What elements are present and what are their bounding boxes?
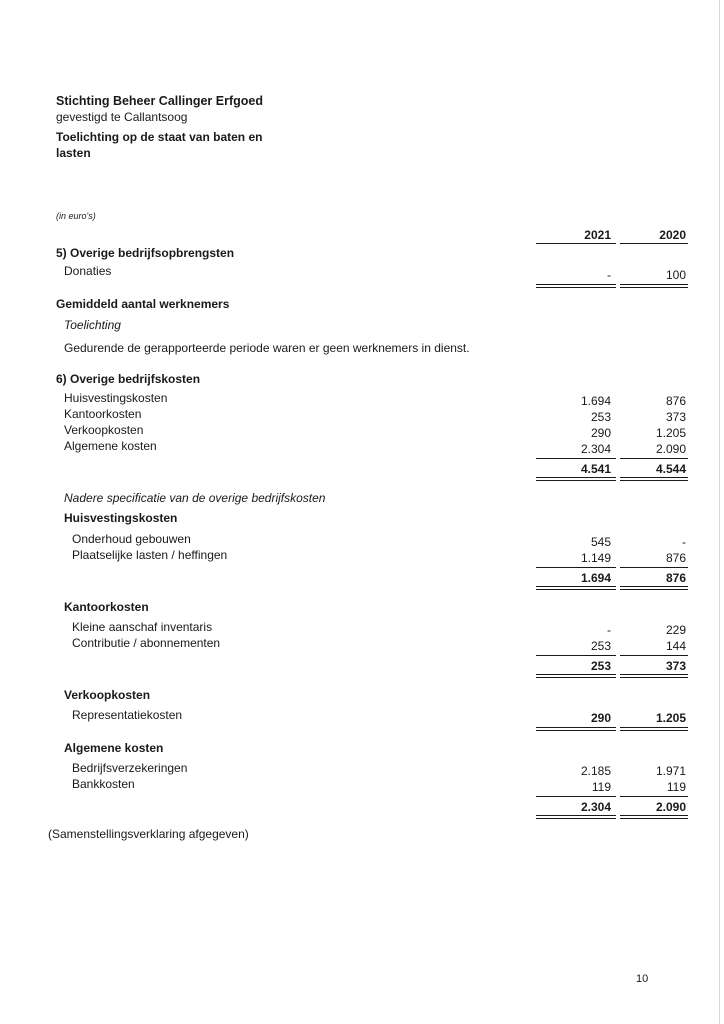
year-2020-header: 2020: [659, 228, 686, 242]
row-label: Contributie / abonnementen: [72, 636, 221, 650]
double-line-top-2021: [536, 284, 616, 285]
page-title-line1: Toelichting op de staat van baten en: [56, 130, 263, 144]
double-line-top-2020: [620, 727, 688, 728]
section5-title: 5) Overige bedrijfsopbrengsten: [56, 246, 235, 260]
office-total-2020: 373: [665, 659, 686, 673]
subtotal-line-2021: [536, 458, 616, 459]
subtotal-line-2021: [536, 796, 616, 797]
double-line-top-2021: [536, 477, 616, 478]
org-name: Stichting Beheer Callinger Erfgoed: [56, 94, 263, 108]
double-line-bottom-2020: [620, 589, 688, 590]
double-line-bottom-2021: [536, 287, 616, 288]
donaties-2020: 100: [665, 268, 686, 282]
page-edge: [719, 0, 720, 1024]
double-line-bottom-2021: [536, 818, 616, 819]
employees-title: Gemiddeld aantal werknemers: [56, 297, 230, 311]
general-title: Algemene kosten: [64, 741, 164, 755]
row-2021: 119: [591, 780, 611, 794]
row-label: Verkoopkosten: [64, 423, 144, 437]
row-label: Onderhoud gebouwen: [72, 532, 191, 546]
office-total-2021: 253: [590, 659, 611, 673]
row-2021: -: [607, 623, 611, 637]
row-2020: 229: [665, 623, 686, 637]
year-2021-header: 2021: [584, 228, 611, 242]
row-2021: 253: [590, 410, 611, 424]
double-line-bottom-2021: [536, 480, 616, 481]
double-line-top-2021: [536, 727, 616, 728]
page-number: 10: [636, 973, 649, 985]
footer-note: (Samenstellingsverklaring afgegeven): [48, 827, 249, 841]
row-2020: 144: [665, 639, 686, 653]
employees-subtitle: Toelichting: [64, 318, 121, 332]
double-line-bottom-2021: [536, 677, 616, 678]
donaties-2021: -: [607, 268, 611, 282]
housing-total-2021: 1.694: [580, 571, 611, 585]
row-2020: 876: [665, 551, 686, 565]
row-label: Representatiekosten: [72, 708, 183, 722]
subtotal-line-2020: [620, 796, 688, 797]
subtotal-line-2020: [620, 655, 688, 656]
double-line-top-2020: [620, 284, 688, 285]
row-2020: 2.090: [655, 442, 686, 456]
unit-note: (in euro's): [56, 211, 96, 221]
general-total-2020: 2.090: [655, 800, 686, 814]
row-2021: 290: [590, 426, 611, 440]
row-label: Huisvestingskosten: [64, 391, 168, 405]
double-line-bottom-2020: [620, 730, 688, 731]
double-line-bottom-2020: [620, 480, 688, 481]
double-line-top-2020: [620, 477, 688, 478]
double-line-bottom-2020: [620, 818, 688, 819]
housing-title: Huisvestingskosten: [64, 511, 178, 525]
sales-2021: 290: [590, 711, 611, 725]
row-label: Bankkosten: [72, 777, 135, 791]
row-2020: 1.971: [655, 764, 686, 778]
row-2021: 1.149: [580, 551, 611, 565]
general-total-2021: 2.304: [580, 800, 611, 814]
subtotal-line-2021: [536, 655, 616, 656]
spec-title: Nadere specificatie van de overige bedrijfskosten: [64, 491, 326, 505]
row-2021: 2.304: [580, 442, 611, 456]
double-line-bottom-2021: [536, 589, 616, 590]
sales-2020: 1.205: [655, 711, 686, 725]
section6-total-2020: 4.544: [655, 462, 686, 476]
subtotal-line-2020: [620, 458, 688, 459]
year-underline-2021: [536, 243, 616, 244]
double-line-top-2020: [620, 815, 688, 816]
double-line-top-2020: [620, 586, 688, 587]
office-title: Kantoorkosten: [64, 600, 149, 614]
row-2020: 373: [665, 410, 686, 424]
org-location: gevestigd te Callantsoog: [56, 110, 188, 124]
row-2020: 1.205: [655, 426, 686, 440]
year-underline-2020: [620, 243, 688, 244]
row-2020: -: [682, 535, 686, 549]
row-label: Algemene kosten: [64, 439, 157, 453]
row-label: Kleine aanschaf inventaris: [72, 620, 213, 634]
row-2021: 545: [590, 535, 611, 549]
row-label: Kantoorkosten: [64, 407, 142, 421]
row-2021: 253: [590, 639, 611, 653]
row-label: Bedrijfsverzekeringen: [72, 761, 188, 775]
subtotal-line-2020: [620, 567, 688, 568]
section6-title: 6) Overige bedrijfskosten: [56, 372, 201, 386]
donaties-label: Donaties: [64, 264, 112, 278]
double-line-bottom-2020: [620, 287, 688, 288]
row-2021: 2.185: [580, 764, 611, 778]
row-2020: 876: [665, 394, 686, 408]
double-line-top-2021: [536, 586, 616, 587]
double-line-bottom-2021: [536, 730, 616, 731]
employees-text: Gedurende de gerapporteerde periode waren er geen werknemers in dienst.: [64, 341, 470, 355]
row-label: Plaatselijke lasten / heffingen: [72, 548, 228, 562]
housing-total-2020: 876: [665, 571, 686, 585]
row-2021: 1.694: [580, 394, 611, 408]
double-line-bottom-2020: [620, 677, 688, 678]
row-2020: 119: [666, 780, 686, 794]
double-line-top-2021: [536, 674, 616, 675]
page-title-line2: lasten: [56, 146, 91, 160]
section6-total-2021: 4.541: [580, 462, 611, 476]
double-line-top-2020: [620, 674, 688, 675]
subtotal-line-2021: [536, 567, 616, 568]
double-line-top-2021: [536, 815, 616, 816]
sales-title: Verkoopkosten: [64, 688, 151, 702]
